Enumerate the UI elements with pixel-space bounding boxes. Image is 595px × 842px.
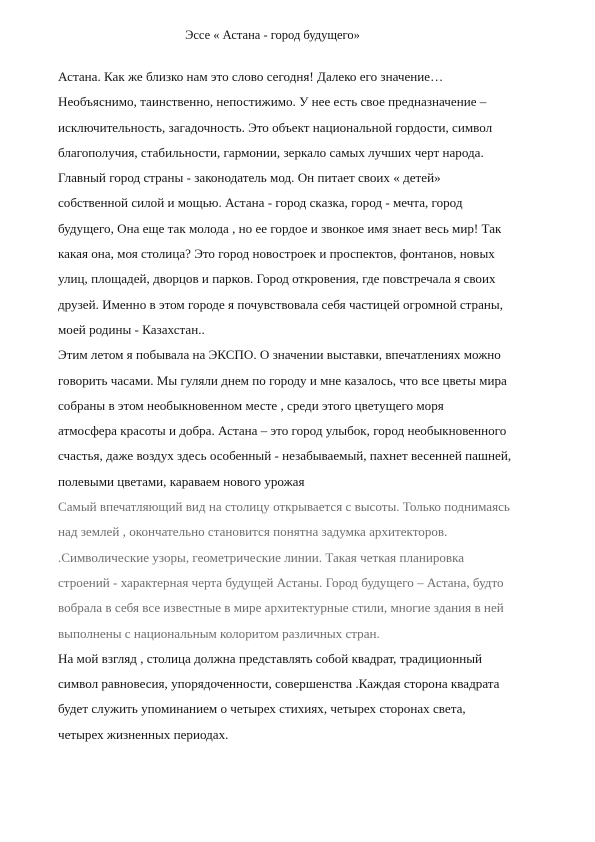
- text-line: полевыми цветами, караваем нового урожая: [58, 473, 305, 489]
- text-line-gray: выполнены с национальным колоритом различных стран.: [58, 625, 380, 641]
- text-line: будущего, Она еще так молода , но ее гордое и звонкое имя знает весь мир! Так: [58, 220, 502, 236]
- text-line: будет служить упоминанием о четырех стихиях, четырех сторонах света,: [58, 701, 466, 717]
- text-line: атмосфера красоты и добра. Астана – это город улыбок, город необыкновенного: [58, 423, 507, 439]
- text-line: говорить часами. Мы гуляли днем по городу и мне казалось, что все цветы мира: [58, 372, 507, 388]
- text-line: исключительность, загадочность. Это объект национальной гордости, символ: [58, 119, 493, 135]
- text-line: четырех жизненных периодах.: [58, 726, 229, 742]
- essay-body: [58, 64, 548, 747]
- text-line: моей родины - Казахстан..: [58, 321, 205, 337]
- text-line: Этим летом я побывала на ЭКСПО. О значении выставки, впечатлениях можно: [58, 347, 501, 363]
- text-line-gray: Самый впечатляющий вид на столицу открывается с высоты. Только поднимаясь: [58, 499, 510, 515]
- text-line-gray: вобрала в себя все известные в мире архитектурные стили, многие здания в ней: [58, 600, 504, 616]
- essay-title: Эссе « Астана - город будущего»: [185, 28, 360, 42]
- text-line: символ равновесия, упорядоченности, совершенства .Каждая сторона квадрата: [58, 676, 500, 692]
- text-line-gray: над землей , окончательно становится понятна задумка архитекторов.: [58, 524, 448, 540]
- text-line: Необъяснимо, таинственно, непостижимо. У нее есть свое предназначение –: [58, 94, 487, 110]
- text-line: На мой взгляд , столица должна представлять собой квадрат, традиционный: [58, 650, 483, 666]
- text-line: улиц, площадей, дворцов и парков. Город откровения, где повстречала я своих: [58, 271, 496, 287]
- text-line: Главный город страны - законодатель мод. Он питает своих « детей»: [58, 170, 441, 186]
- text-line-gray: .Символические узоры, геометрические линии. Такая четкая планировка: [58, 549, 465, 565]
- text-line: счастья, даже воздух здесь особенный - незабываемый, пахнет весенней пашней,: [58, 448, 512, 464]
- text-line: собраны в этом необыкновенном месте , среди этого цветущего моря: [58, 397, 444, 413]
- text-line: какая она, моя столица? Это город новостроек и проспектов, фонтанов, новых: [58, 246, 495, 262]
- text-line: собственной силой и мощью. Астана - город сказка, город - мечта, город: [58, 195, 463, 211]
- text-line: Астана. Как же близко нам это слово сегодня! Далеко его значение…: [58, 69, 444, 84]
- text-line: благополучия, стабильности, гармонии, зеркало самых лучших черт народа.: [58, 144, 484, 160]
- text-line-gray: строений - характерная черта будущей Астаны. Город будущего – Астана, будто: [58, 574, 504, 590]
- text-line: друзей. Именно в этом городе я почувствовала себя частицей огромной страны,: [58, 296, 503, 312]
